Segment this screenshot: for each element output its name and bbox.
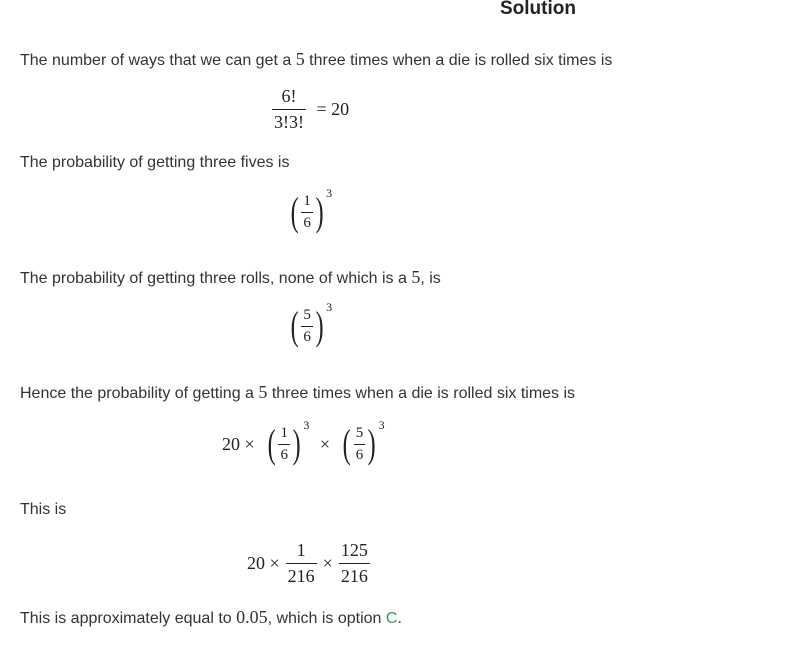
- ways-result: = 20: [316, 98, 350, 119]
- three-fives-expression: ( $\frac{1}{6}$ ) 3: [290, 186, 333, 234]
- approx-value: 0.05: [236, 607, 268, 627]
- non-fives-expression: ( $\frac{5}{6}$ ) 3: [290, 300, 333, 348]
- this-is-text: This is: [20, 501, 67, 518]
- one-over-216: $\frac{1}{216}$: [287, 540, 315, 586]
- ways-denominator: 3!3!: [274, 111, 304, 132]
- three-fives-text: The probability of getting three fives is: [20, 154, 290, 171]
- product-times: ×: [319, 433, 330, 454]
- product-five-sixths: $\frac{5}{6}$: [355, 425, 364, 463]
- ways-intro-number: 5: [295, 49, 305, 69]
- simplified-expression: 20 × $\frac{1}{216}$ × $\frac{125}{216}$: [247, 540, 368, 586]
- three-fives-exponent: 3: [326, 186, 333, 200]
- ways-intro-text: [20, 49, 612, 71]
- hence-text: Hence the probability of getting a 5 three times when a die is rolled six times is: [20, 382, 576, 402]
- product-one-sixth: $\frac{1}{6}$: [280, 425, 288, 463]
- ways-fraction: [272, 86, 306, 132]
- five-sixths-fraction: $\frac{5}{6}$: [303, 307, 311, 345]
- one-sixth-fraction: $\frac{1}{6}$: [303, 193, 311, 231]
- simplified-coefficient: 20 ×: [247, 552, 280, 573]
- product-coefficient: 20 ×: [222, 433, 255, 454]
- ways-intro-lead: The number of ways that we can get a: [20, 52, 296, 69]
- ways-equation: [272, 86, 355, 132]
- non-fives-exponent: 3: [326, 300, 333, 314]
- ways-intro-rest: three times when a die is rolled six times is: [304, 52, 613, 69]
- non-fives-text: The probability of getting three rolls, none of which is a 5, is: [20, 267, 441, 287]
- ways-numerator: 6!: [281, 86, 297, 106]
- 125-over-216: $\frac{125}{216}$: [340, 540, 368, 586]
- product-expression: 20 × ( $\frac{1}{6}$ ) 3 × ( $\frac{5}{6}$ ) 3: [222, 418, 385, 466]
- answer-option: C: [385, 610, 398, 627]
- conclusion-text: This is approximately equal to 0.05, which is option C.: [20, 607, 402, 627]
- solution-title: Solution: [500, 0, 576, 19]
